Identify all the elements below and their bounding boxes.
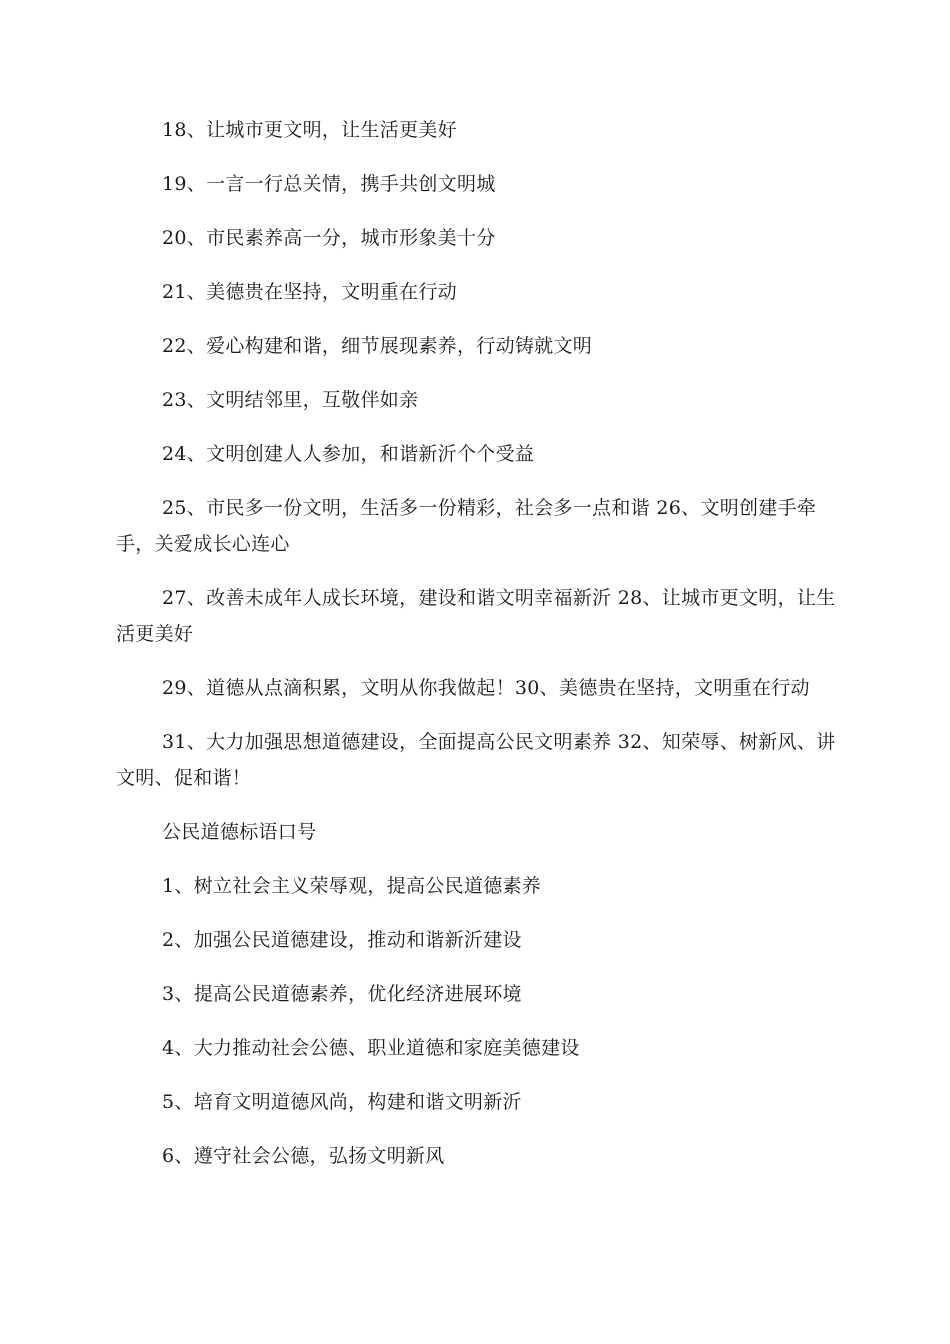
paragraph-21: 21、美德贵在坚持，文明重在行动 <box>162 281 457 303</box>
paragraph-31-32: 31、大力加强思想道德建设，全面提高公民文明素养 32、知荣辱、树新风、讲文明、促和谐！ <box>116 731 836 789</box>
paragraph-23: 23、文明结邻里，互敬伴如亲 <box>162 389 419 411</box>
document-body <box>116 112 836 1192</box>
slogan-item-4: 4、大力推动社会公德、职业道德和家庭美德建设 <box>162 1037 580 1059</box>
slogan-item-3: 3、提高公民道德素养，优化经济进展环境 <box>162 983 522 1005</box>
paragraph-19: 19、一言一行总关情，携手共创文明城 <box>162 173 496 195</box>
slogan-item-6: 6、遵守社会公德，弘扬文明新风 <box>162 1145 445 1167</box>
paragraph-22: 22、爱心构建和谐，细节展现素养，行动铸就文明 <box>162 335 593 357</box>
slogan-item-5: 5、培育文明道德风尚，构建和谐文明新沂 <box>162 1091 522 1113</box>
slogan-item-2: 2、加强公民道德建设，推动和谐新沂建设 <box>162 929 522 951</box>
slogan-item-1: 1、树立社会主义荣辱观，提高公民道德素养 <box>162 875 542 897</box>
paragraph-18: 18、让城市更文明，让生活更美好 <box>162 119 457 141</box>
paragraph-29-30: 29、道德从点滴积累，文明从你我做起！30、美德贵在坚持，文明重在行动 <box>162 677 810 699</box>
paragraph-27-28: 27、改善未成年人成长环境，建设和谐文明幸福新沂 28、让城市更文明，让生活更美好 <box>116 587 836 645</box>
paragraph-25-26: 25、市民多一份文明，生活多一份精彩，社会多一点和谐 26、文明创建手牵手，关爱成长心连心 <box>116 497 817 555</box>
paragraph-24: 24、文明创建人人参加，和谐新沂个个受益 <box>162 443 535 465</box>
section-heading: 公民道德标语口号 <box>162 821 317 843</box>
paragraph-20: 20、市民素养高一分，城市形象美十分 <box>162 227 496 249</box>
